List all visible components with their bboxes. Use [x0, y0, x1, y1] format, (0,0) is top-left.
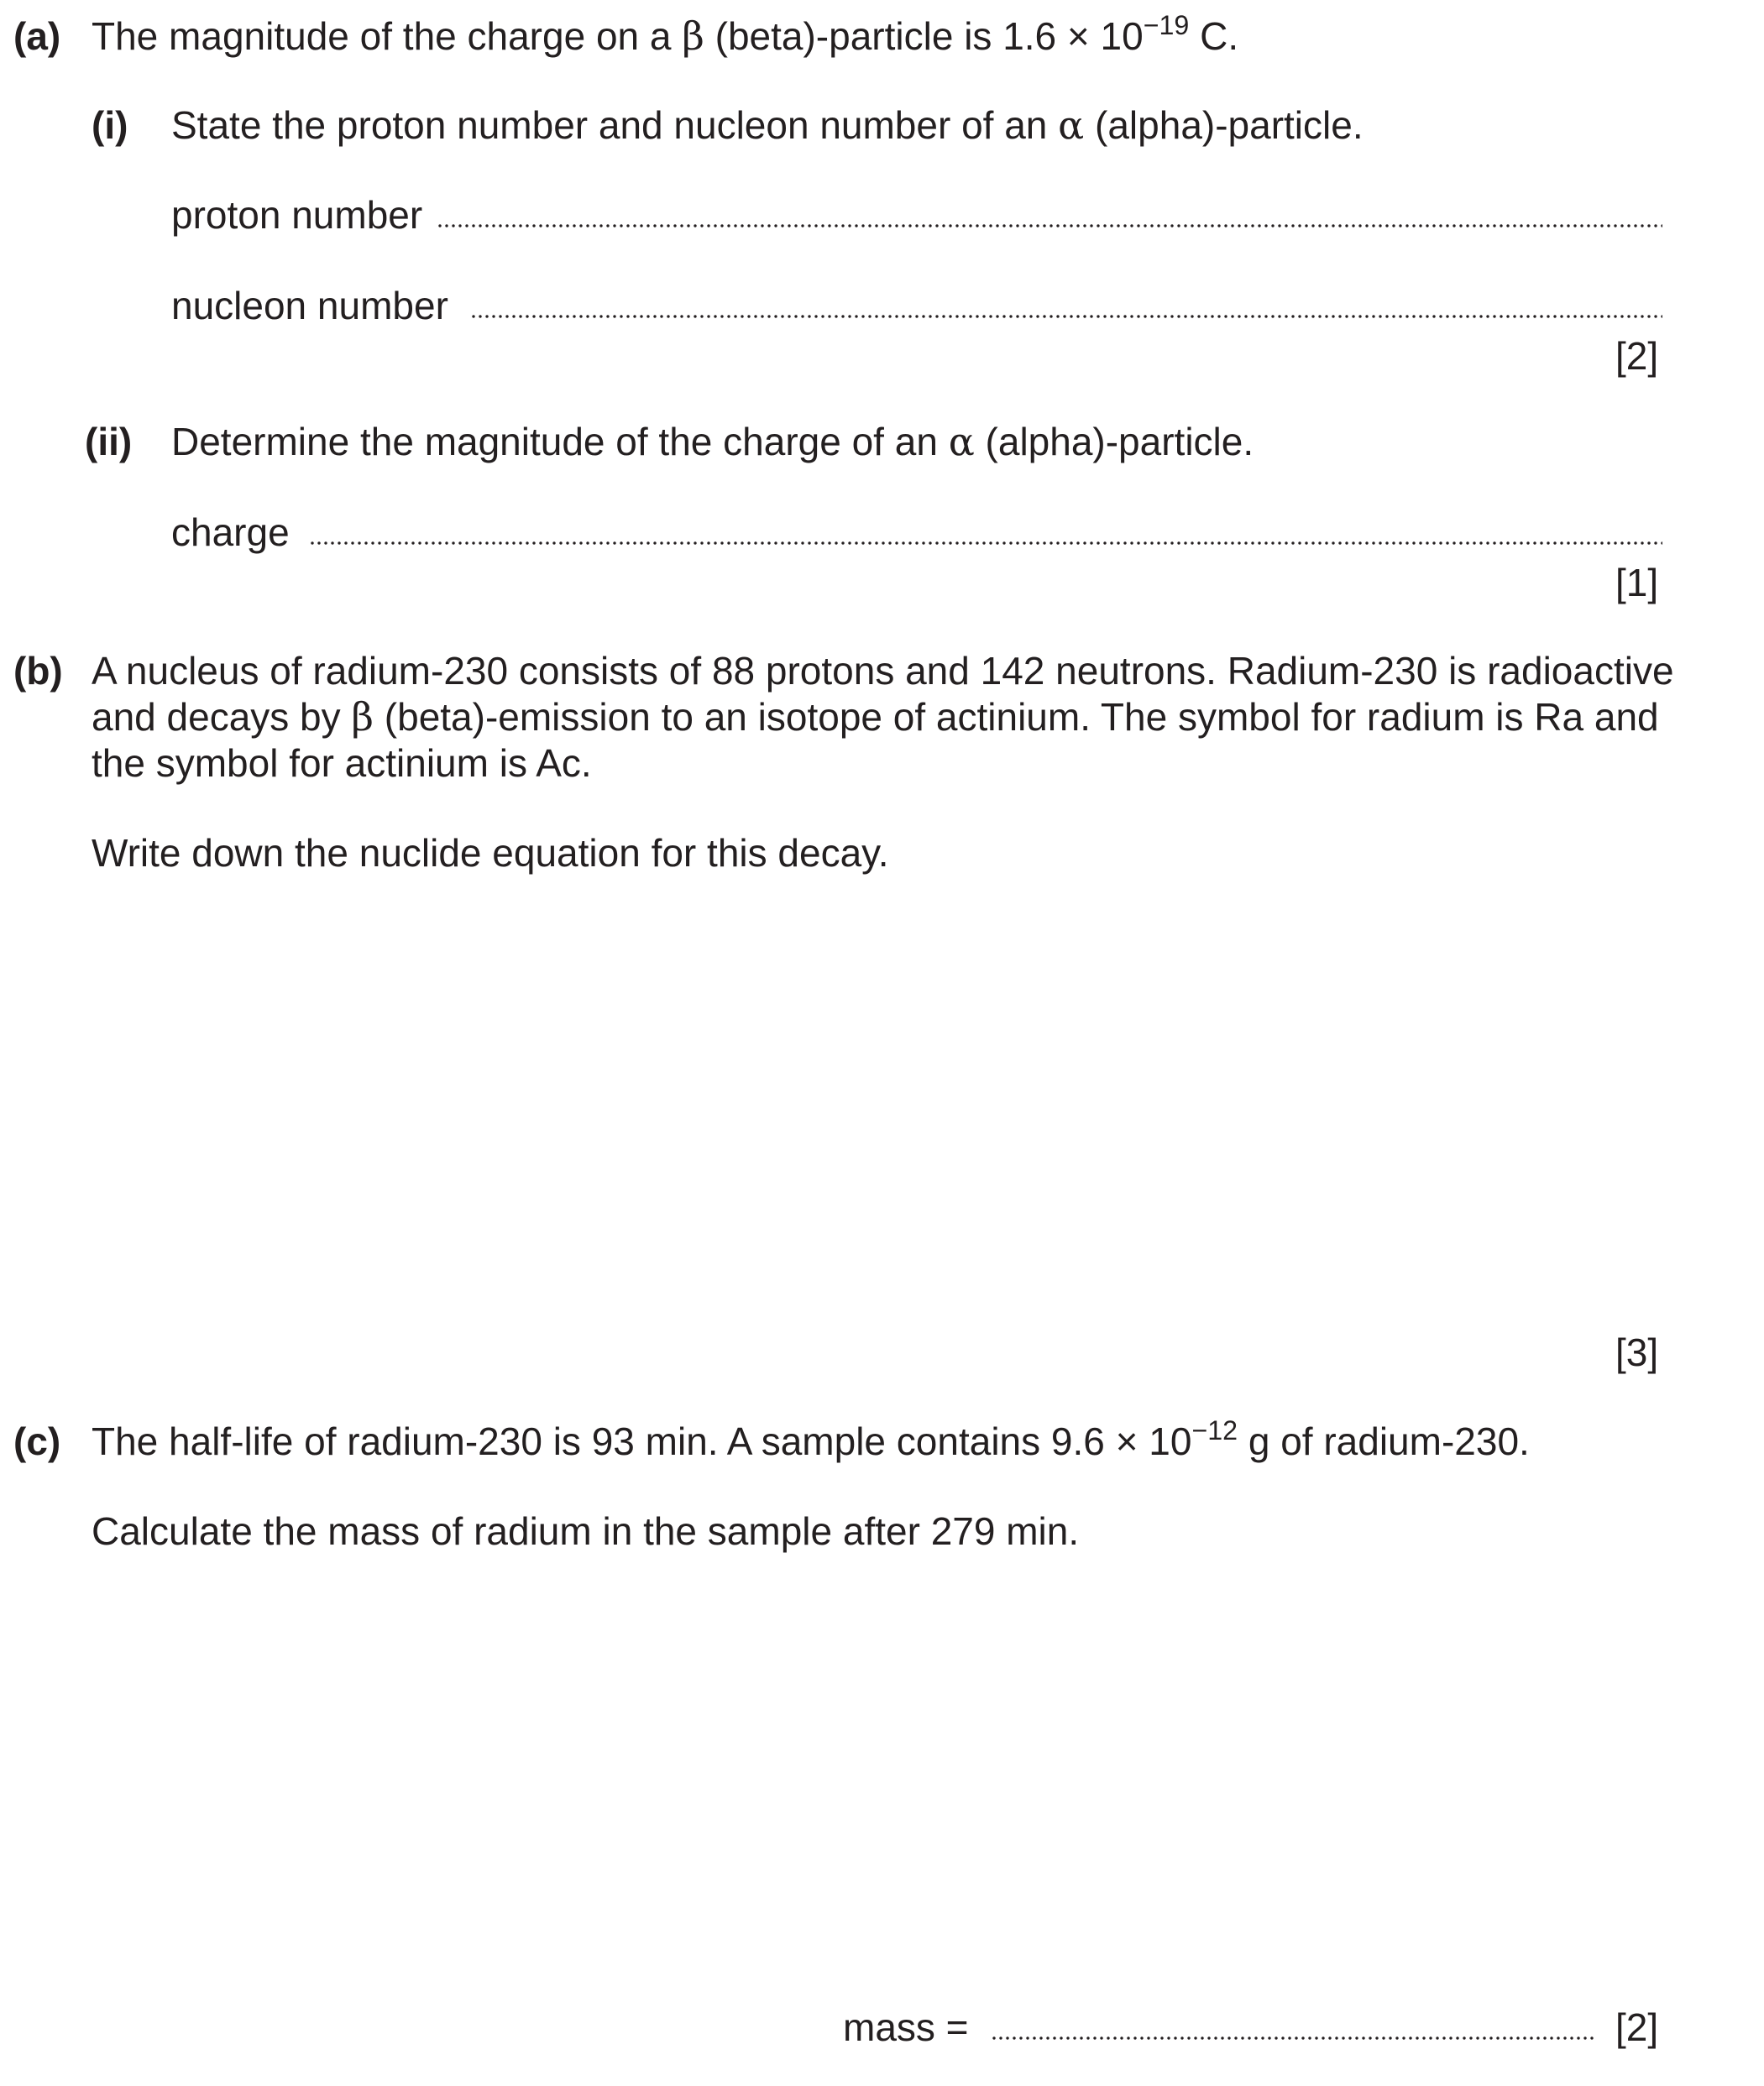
part-c-instruction: Calculate the mass of radium in the sample after 279 min.: [92, 1509, 1080, 1553]
nucleon-number-answer-line[interactable]: [470, 314, 1662, 319]
part-c-question-pre: The half-life of radium-230 is 93 min. A sample contains 9.6 × 10: [92, 1419, 1192, 1463]
sub-ii-label: (ii): [85, 420, 133, 463]
part-b-instruction: Write down the nuclide equation for this decay.: [92, 831, 889, 875]
part-b-line-2: [92, 694, 1659, 740]
alpha-symbol: α: [1058, 102, 1085, 148]
proton-number-answer-line[interactable]: [437, 223, 1662, 228]
sub-ii-marks: [1]: [1615, 561, 1659, 604]
part-b-marks: [3]: [1615, 1331, 1659, 1374]
sub-i-label: (i): [92, 103, 128, 147]
charge-answer-line[interactable]: [309, 541, 1662, 546]
charge-label: charge: [171, 510, 290, 554]
mass-answer-line[interactable]: [991, 2036, 1594, 2041]
sub-ii-question-pre: Determine the magnitude of the charge of an: [171, 420, 949, 463]
part-a-stem-post: C.: [1189, 14, 1239, 58]
part-a-stem-pre: The magnitude of the charge on a: [92, 14, 683, 58]
sub-ii-question: [171, 419, 1254, 464]
sub-i-question: [171, 102, 1364, 148]
part-b-working-space[interactable]: [92, 890, 1662, 1310]
alpha-symbol: α: [948, 419, 975, 464]
beta-symbol: β: [682, 13, 704, 59]
part-c-question-post: g of radium-230.: [1238, 1419, 1530, 1463]
mass-label: mass =: [843, 2005, 969, 2049]
part-b-line-2-post: (beta)-emission to an isotope of actinium. The symbol for radium is Ra and: [374, 695, 1659, 739]
sub-i-question-post: (alpha)-particle.: [1084, 103, 1364, 147]
part-c-exponent: −12: [1191, 1415, 1238, 1446]
part-c-label: (c): [13, 1419, 61, 1463]
nucleon-number-label: nucleon number: [171, 284, 448, 327]
beta-symbol: β: [351, 694, 374, 740]
part-a-stem-exponent: −19: [1143, 10, 1190, 41]
part-a-stem-mid: (beta)-particle is 1.6 × 10: [704, 14, 1144, 58]
part-c-working-space[interactable]: [92, 1570, 1662, 1973]
part-a-stem: [92, 10, 1239, 59]
part-b-line-1: A nucleus of radium-230 consists of 88 protons and 142 neutrons. Radium-230 is radioactive: [92, 649, 1674, 693]
sub-ii-question-post: (alpha)-particle.: [974, 420, 1254, 463]
part-b-label: (b): [13, 649, 63, 693]
part-b-line-3: the symbol for actinium is Ac.: [92, 741, 592, 785]
sub-i-question-pre: State the proton number and nucleon number of an: [171, 103, 1059, 147]
part-a-label: (a): [13, 14, 61, 58]
part-b-line-2-pre: and decays by: [92, 695, 352, 739]
proton-number-label: proton number: [171, 193, 423, 237]
part-c-marks: [2]: [1615, 2005, 1659, 2049]
sub-i-marks: [2]: [1615, 334, 1659, 378]
part-c-question: [92, 1415, 1530, 1463]
